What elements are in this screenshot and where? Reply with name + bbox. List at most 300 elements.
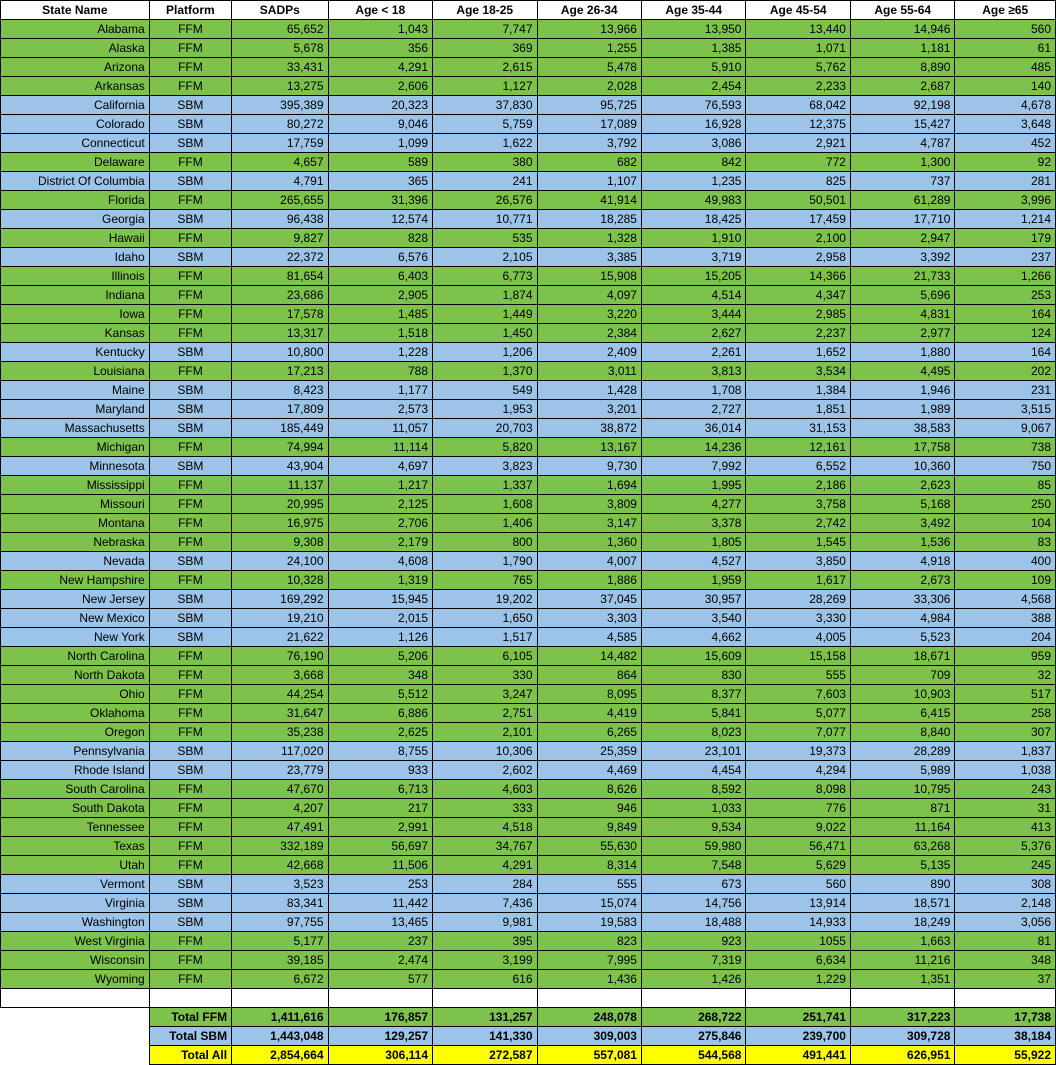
cell-value: 8,840: [850, 723, 954, 742]
cell-value: 8,095: [537, 685, 641, 704]
column-header-state-name: State Name: [1, 1, 150, 20]
cell-value: 49,983: [641, 191, 745, 210]
table-row: [1, 628, 1056, 647]
total-row: [1, 1008, 1056, 1027]
cell-state-name: Nevada: [1, 552, 150, 571]
cell-value: 1,837: [955, 742, 1056, 761]
table-row: [1, 305, 1056, 324]
cell-value: 3,392: [850, 248, 954, 267]
cell-value: 800: [433, 533, 537, 552]
cell-value: 14,756: [641, 894, 745, 913]
table-row: [1, 419, 1056, 438]
cell-value: 20,703: [433, 419, 537, 438]
cell-value: 1,545: [746, 533, 850, 552]
cell-value: 395: [433, 932, 537, 951]
cell-value: 1,266: [955, 267, 1056, 286]
cell-value: 616: [433, 970, 537, 989]
cell-value: 5,177: [232, 932, 328, 951]
cell-value: 1,181: [850, 39, 954, 58]
cell-value: 17,710: [850, 210, 954, 229]
cell-value: 17,809: [232, 400, 328, 419]
cell-value: 63,268: [850, 837, 954, 856]
table-row: [1, 951, 1056, 970]
cell-value: 2,233: [746, 77, 850, 96]
cell-value: 18,249: [850, 913, 954, 932]
cell-value: 1,650: [433, 609, 537, 628]
cell-value: 5,168: [850, 495, 954, 514]
cell-value: 17,758: [850, 438, 954, 457]
cell-value: 4,495: [850, 362, 954, 381]
cell-value: 5,820: [433, 438, 537, 457]
cell-platform: FFM: [149, 818, 231, 837]
cell-value: 6,672: [232, 970, 328, 989]
cell-platform: FFM: [149, 191, 231, 210]
cell-value: 5,478: [537, 58, 641, 77]
cell-state-name: New Hampshire: [1, 571, 150, 590]
cell-value: 1,608: [433, 495, 537, 514]
cell-state-name: South Dakota: [1, 799, 150, 818]
cell-value: 4,787: [850, 134, 954, 153]
cell-value: 3,515: [955, 400, 1056, 419]
cell-state-name: Oklahoma: [1, 704, 150, 723]
cell-platform: FFM: [149, 970, 231, 989]
cell-platform: FFM: [149, 495, 231, 514]
spacer-cell: [850, 989, 954, 1008]
table-body: [1, 20, 1056, 1065]
cell-value: 15,945: [328, 590, 432, 609]
cell-value: 4,831: [850, 305, 954, 324]
table-row: [1, 191, 1056, 210]
table-row: [1, 514, 1056, 533]
cell-value: 5,989: [850, 761, 954, 780]
total-value: 176,857: [328, 1008, 432, 1027]
table-row: [1, 400, 1056, 419]
cell-value: 20,995: [232, 495, 328, 514]
cell-platform: FFM: [149, 837, 231, 856]
cell-state-name: Hawaii: [1, 229, 150, 248]
cell-value: 5,629: [746, 856, 850, 875]
cell-value: 237: [955, 248, 1056, 267]
cell-value: 333: [433, 799, 537, 818]
cell-value: 3,492: [850, 514, 954, 533]
cell-value: 12,161: [746, 438, 850, 457]
cell-value: 6,886: [328, 704, 432, 723]
cell-value: 365: [328, 172, 432, 191]
cell-value: 830: [641, 666, 745, 685]
cell-platform: SBM: [149, 894, 231, 913]
cell-value: 1,206: [433, 343, 537, 362]
cell-value: 36,014: [641, 419, 745, 438]
cell-value: 15,074: [537, 894, 641, 913]
cell-value: 3,809: [537, 495, 641, 514]
cell-value: 22,372: [232, 248, 328, 267]
column-header-age-65-plus: Age ≥65: [955, 1, 1056, 20]
cell-value: 41,914: [537, 191, 641, 210]
cell-value: 2,602: [433, 761, 537, 780]
total-value: 272,587: [433, 1046, 537, 1065]
cell-value: 12,375: [746, 115, 850, 134]
cell-value: 413: [955, 818, 1056, 837]
cell-value: 933: [328, 761, 432, 780]
cell-platform: SBM: [149, 875, 231, 894]
cell-value: 26,576: [433, 191, 537, 210]
spacer-cell: [537, 989, 641, 1008]
cell-value: 3,444: [641, 305, 745, 324]
cell-value: 42,668: [232, 856, 328, 875]
table-row: [1, 742, 1056, 761]
cell-platform: SBM: [149, 552, 231, 571]
cell-value: 2,409: [537, 343, 641, 362]
cell-value: 1,043: [328, 20, 432, 39]
cell-value: 4,662: [641, 628, 745, 647]
cell-platform: FFM: [149, 647, 231, 666]
total-label: Total FFM: [149, 1008, 231, 1027]
cell-value: 8,592: [641, 780, 745, 799]
cell-value: 6,634: [746, 951, 850, 970]
cell-platform: FFM: [149, 20, 231, 39]
cell-state-name: Oregon: [1, 723, 150, 742]
cell-value: 164: [955, 343, 1056, 362]
cell-value: 31: [955, 799, 1056, 818]
table-row: [1, 39, 1056, 58]
cell-value: 2,921: [746, 134, 850, 153]
cell-value: 38,583: [850, 419, 954, 438]
cell-value: 750: [955, 457, 1056, 476]
cell-state-name: Kansas: [1, 324, 150, 343]
cell-value: 265,655: [232, 191, 328, 210]
spacer-cell: [746, 989, 850, 1008]
cell-value: 16,928: [641, 115, 745, 134]
cell-value: 864: [537, 666, 641, 685]
table-row: [1, 77, 1056, 96]
cell-value: 4,291: [328, 58, 432, 77]
cell-value: 1,099: [328, 134, 432, 153]
cell-value: 3,668: [232, 666, 328, 685]
cell-value: 31,396: [328, 191, 432, 210]
cell-value: 1,300: [850, 153, 954, 172]
cell-platform: FFM: [149, 856, 231, 875]
cell-value: 1,033: [641, 799, 745, 818]
cell-value: 10,903: [850, 685, 954, 704]
cell-value: 6,713: [328, 780, 432, 799]
cell-value: 1,370: [433, 362, 537, 381]
cell-value: 10,306: [433, 742, 537, 761]
cell-state-name: Alaska: [1, 39, 150, 58]
cell-value: 4,678: [955, 96, 1056, 115]
cell-platform: FFM: [149, 704, 231, 723]
cell-value: 4,419: [537, 704, 641, 723]
cell-value: 348: [328, 666, 432, 685]
cell-value: 3,648: [955, 115, 1056, 134]
cell-value: 1,450: [433, 324, 537, 343]
cell-value: 1,177: [328, 381, 432, 400]
cell-value: 13,275: [232, 77, 328, 96]
cell-value: 2,742: [746, 514, 850, 533]
cell-value: 4,514: [641, 286, 745, 305]
cell-value: 37: [955, 970, 1056, 989]
cell-value: 738: [955, 438, 1056, 457]
cell-value: 13,317: [232, 324, 328, 343]
cell-value: 577: [328, 970, 432, 989]
cell-value: 284: [433, 875, 537, 894]
total-value: 268,722: [641, 1008, 745, 1027]
cell-value: 1,880: [850, 343, 954, 362]
cell-platform: SBM: [149, 457, 231, 476]
cell-value: 35,238: [232, 723, 328, 742]
cell-value: 18,425: [641, 210, 745, 229]
cell-value: 2,947: [850, 229, 954, 248]
cell-value: 2,454: [641, 77, 745, 96]
cell-value: 17,759: [232, 134, 328, 153]
cell-value: 2,100: [746, 229, 850, 248]
cell-value: 33,431: [232, 58, 328, 77]
cell-value: 12,574: [328, 210, 432, 229]
cell-value: 179: [955, 229, 1056, 248]
cell-value: 3,385: [537, 248, 641, 267]
cell-value: 10,771: [433, 210, 537, 229]
cell-value: 1,229: [746, 970, 850, 989]
cell-value: 4,005: [746, 628, 850, 647]
table-row: [1, 837, 1056, 856]
cell-state-name: Pennsylvania: [1, 742, 150, 761]
cell-platform: FFM: [149, 39, 231, 58]
cell-value: 555: [537, 875, 641, 894]
cell-value: 4,007: [537, 552, 641, 571]
cell-platform: FFM: [149, 533, 231, 552]
cell-state-name: Wisconsin: [1, 951, 150, 970]
cell-value: 7,548: [641, 856, 745, 875]
cell-value: 11,216: [850, 951, 954, 970]
cell-value: 3,813: [641, 362, 745, 381]
cell-value: 9,849: [537, 818, 641, 837]
cell-value: 1,385: [641, 39, 745, 58]
table-row: [1, 818, 1056, 837]
table-row: [1, 685, 1056, 704]
cell-value: 5,376: [955, 837, 1056, 856]
cell-value: 842: [641, 153, 745, 172]
cell-value: 1,328: [537, 229, 641, 248]
cell-value: 43,904: [232, 457, 328, 476]
cell-value: 19,210: [232, 609, 328, 628]
cell-state-name: Virginia: [1, 894, 150, 913]
cell-value: 217: [328, 799, 432, 818]
cell-value: 1,351: [850, 970, 954, 989]
table-header: [1, 1, 1056, 20]
cell-value: 3,199: [433, 951, 537, 970]
cell-value: 2,105: [433, 248, 537, 267]
cell-value: 20,323: [328, 96, 432, 115]
cell-state-name: Colorado: [1, 115, 150, 134]
cell-value: 76,190: [232, 647, 328, 666]
cell-platform: FFM: [149, 932, 231, 951]
cell-platform: SBM: [149, 381, 231, 400]
cell-value: 47,491: [232, 818, 328, 837]
cell-value: 2,985: [746, 305, 850, 324]
cell-value: 241: [433, 172, 537, 191]
table-row: [1, 476, 1056, 495]
cell-value: 124: [955, 324, 1056, 343]
cell-value: 1,428: [537, 381, 641, 400]
cell-value: 31,153: [746, 419, 850, 438]
cell-value: 5,696: [850, 286, 954, 305]
cell-value: 95,725: [537, 96, 641, 115]
total-value: 491,441: [746, 1046, 850, 1065]
total-value: 544,568: [641, 1046, 745, 1065]
table-row: [1, 723, 1056, 742]
table-row: [1, 324, 1056, 343]
table-row: [1, 571, 1056, 590]
cell-value: 8,755: [328, 742, 432, 761]
cell-value: 1,485: [328, 305, 432, 324]
cell-value: 2,186: [746, 476, 850, 495]
total-value: 248,078: [537, 1008, 641, 1027]
cell-value: 3,330: [746, 609, 850, 628]
cell-value: 38,872: [537, 419, 641, 438]
cell-value: 1,874: [433, 286, 537, 305]
cell-value: 14,366: [746, 267, 850, 286]
total-row: [1, 1027, 1056, 1046]
table-row: [1, 495, 1056, 514]
cell-value: 3,719: [641, 248, 745, 267]
cell-value: 61,289: [850, 191, 954, 210]
table-row: [1, 438, 1056, 457]
cell-value: 5,523: [850, 628, 954, 647]
cell-value: 2,673: [850, 571, 954, 590]
cell-value: 2,606: [328, 77, 432, 96]
cell-platform: SBM: [149, 742, 231, 761]
cell-platform: SBM: [149, 96, 231, 115]
cell-value: 61: [955, 39, 1056, 58]
column-header-sadps: SADPs: [232, 1, 328, 20]
cell-value: 9,308: [232, 533, 328, 552]
cell-value: 2,573: [328, 400, 432, 419]
cell-state-name: Delaware: [1, 153, 150, 172]
cell-value: 307: [955, 723, 1056, 742]
cell-value: 5,841: [641, 704, 745, 723]
table-row: [1, 267, 1056, 286]
cell-value: 4,608: [328, 552, 432, 571]
cell-value: 4,294: [746, 761, 850, 780]
table-row: [1, 609, 1056, 628]
cell-value: 1,235: [641, 172, 745, 191]
cell-value: 185,449: [232, 419, 328, 438]
cell-platform: SBM: [149, 210, 231, 229]
total-value: 239,700: [746, 1027, 850, 1046]
cell-value: 1,127: [433, 77, 537, 96]
cell-value: 44,254: [232, 685, 328, 704]
cell-value: 117,020: [232, 742, 328, 761]
cell-value: 2,625: [328, 723, 432, 742]
cell-value: 1,107: [537, 172, 641, 191]
cell-state-name: Nebraska: [1, 533, 150, 552]
cell-value: 5,135: [850, 856, 954, 875]
total-value: 251,741: [746, 1008, 850, 1027]
cell-value: 81,654: [232, 267, 328, 286]
cell-value: 68,042: [746, 96, 850, 115]
cell-platform: FFM: [149, 58, 231, 77]
column-header-age-26-34: Age 26-34: [537, 1, 641, 20]
cell-platform: FFM: [149, 305, 231, 324]
cell-value: 4,984: [850, 609, 954, 628]
cell-value: 4,518: [433, 818, 537, 837]
cell-state-name: Tennessee: [1, 818, 150, 837]
cell-value: 2,474: [328, 951, 432, 970]
cell-value: 4,918: [850, 552, 954, 571]
column-header-age-18-25: Age 18-25: [433, 1, 537, 20]
cell-value: 18,285: [537, 210, 641, 229]
cell-value: 4,207: [232, 799, 328, 818]
cell-value: 560: [746, 875, 850, 894]
cell-platform: FFM: [149, 267, 231, 286]
cell-value: 85: [955, 476, 1056, 495]
cell-platform: SBM: [149, 400, 231, 419]
cell-value: 83: [955, 533, 1056, 552]
table-row: [1, 286, 1056, 305]
cell-value: 3,056: [955, 913, 1056, 932]
cell-value: 3,758: [746, 495, 850, 514]
cell-value: 1,851: [746, 400, 850, 419]
cell-platform: FFM: [149, 666, 231, 685]
cell-value: 31,647: [232, 704, 328, 723]
cell-state-name: Louisiana: [1, 362, 150, 381]
cell-value: 37,045: [537, 590, 641, 609]
cell-value: 395,389: [232, 96, 328, 115]
cell-state-name: Ohio: [1, 685, 150, 704]
cell-value: 9,730: [537, 457, 641, 476]
cell-value: 788: [328, 362, 432, 381]
cell-state-name: Idaho: [1, 248, 150, 267]
cell-state-name: Florida: [1, 191, 150, 210]
table-row: [1, 362, 1056, 381]
total-value: 309,728: [850, 1027, 954, 1046]
cell-value: 6,576: [328, 248, 432, 267]
cell-value: 13,914: [746, 894, 850, 913]
cell-value: 9,534: [641, 818, 745, 837]
cell-value: 15,609: [641, 647, 745, 666]
cell-value: 589: [328, 153, 432, 172]
cell-value: 17,459: [746, 210, 850, 229]
column-header-age-35-44: Age 35-44: [641, 1, 745, 20]
cell-value: 2,615: [433, 58, 537, 77]
cell-value: 8,377: [641, 685, 745, 704]
cell-value: 3,220: [537, 305, 641, 324]
cell-value: 2,028: [537, 77, 641, 96]
cell-value: 11,137: [232, 476, 328, 495]
table-row: [1, 229, 1056, 248]
cell-value: 11,442: [328, 894, 432, 913]
total-value: 131,257: [433, 1008, 537, 1027]
cell-platform: SBM: [149, 115, 231, 134]
cell-value: 81: [955, 932, 1056, 951]
cell-value: 74,994: [232, 438, 328, 457]
cell-value: 7,603: [746, 685, 850, 704]
cell-value: 34,767: [433, 837, 537, 856]
cell-value: 14,482: [537, 647, 641, 666]
cell-platform: FFM: [149, 723, 231, 742]
cell-value: 2,905: [328, 286, 432, 305]
cell-value: 1,910: [641, 229, 745, 248]
total-row: [1, 1046, 1056, 1065]
cell-value: 11,164: [850, 818, 954, 837]
cell-value: 14,933: [746, 913, 850, 932]
spacer-cell: [232, 989, 328, 1008]
table-row: [1, 58, 1056, 77]
total-label: Total All: [149, 1046, 231, 1065]
cell-platform: SBM: [149, 628, 231, 647]
cell-value: 18,571: [850, 894, 954, 913]
cell-state-name: Massachusetts: [1, 419, 150, 438]
cell-value: 959: [955, 647, 1056, 666]
